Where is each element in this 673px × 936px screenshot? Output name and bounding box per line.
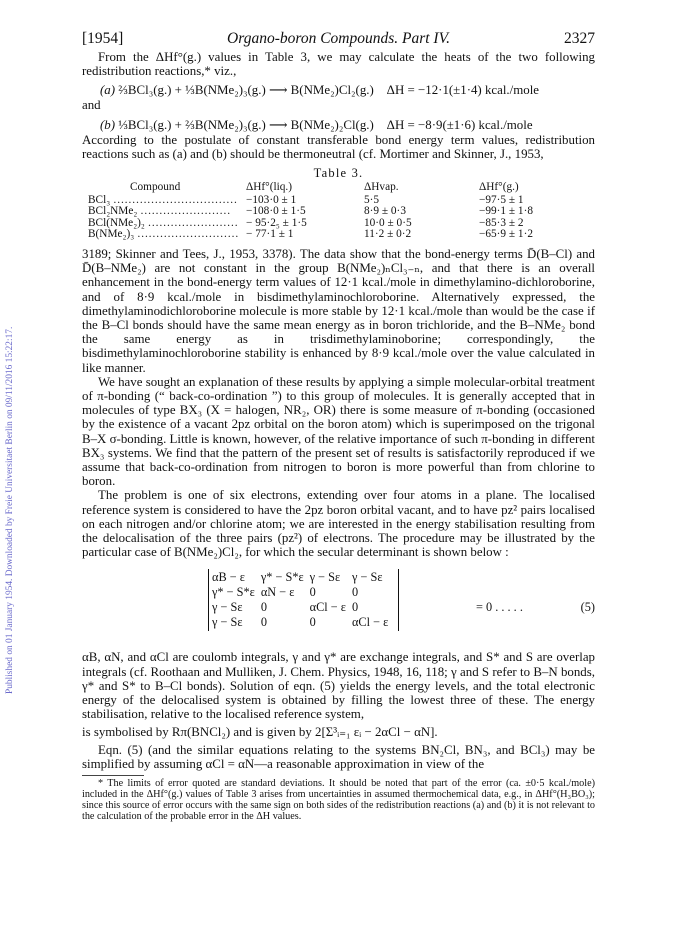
journal-year: [1954] — [82, 30, 124, 47]
reaction-b — [100, 118, 595, 133]
and-connector: and — [82, 98, 101, 113]
secular-determinant — [208, 569, 399, 631]
determinant-row — [212, 600, 394, 615]
reaction-a-equation: ⅔BCl₃(g.) + ⅓B(NMe₂)₃(g.) ⟶ B(NMe₂)Cl₂(g.) — [118, 83, 374, 98]
determinant-cell: αCl − ε — [309, 600, 346, 615]
explanation-paragraph: We have sought an explanation of these results by applying a simple molecular-orbital treatment of π-bonding (“ back-co-ordination ”) to this group of molecules. It is generally accepted that in molecules of type BX₃ (X = halogen, NR₂, OR) there is some measure of π-bonding (occasioned by the existence of a vacant 2pz orbital on the boron atom) which is superimposed on the trigonal B–X σ-bonding. Little is known, however, of the relative importance of such π-bonding in different BX₃ systems. We find that the pattern of the present set of results is satisfactorily reproduced if we assume that back-co-ordination from nitrogen to boron is more powerful than from chlorine to boron. — [82, 374, 595, 489]
bond-energy-paragraph: 3189; Skinner and Tees, J., 1953, 3378). The data show that the bond-energy terms D̄(B–Cl) and D̄(B–NMe₂) are not constant in the group B(NMe₂)ₙCl₃₋ₙ, and that there is an overall enhancement in the bond-energy term values of 12·1 kcal./mole in dimethylamino-dichloroborine, and of 8·9 kcal./mole in bisdimethylaminochloroborine. Alternatively expressed, the dimethylaminodichloroborine molecule is more stable by 12·1 kcal./mole than would be the case if the B–Cl bonds should have the same mean energy as in boron trichloride, and the B–NMe₂ bond the same energy as in trisdimethylaminoborine; correspondingly, the bisdimethylaminochloroborine stability is enhanced by 8·9 kcal./mole over the value calculated in like manner. — [82, 246, 595, 375]
reaction-a-delta-h: ΔH = −12·1(±1·4) kcal./mole — [386, 83, 539, 98]
determinant-cell: 0 — [351, 585, 359, 600]
table-cell-compound: BCl₃ …………………………… — [88, 193, 238, 206]
table-cell: − 95·2₅ ± 1·5 — [246, 216, 307, 229]
secular-determinant-block — [82, 569, 595, 647]
integrals-paragraph: αB, αN, and αCl are coulomb integrals, γ and γ* are exchange integrals, and S* and S are overlap integrals (cf. Roothaan and Mulliken, J. Chem. Physics, 1948, 16, 118; γ and S refer to B–N bonds, γ* and S* to B–Cl bonds). Solution of eqn. (5) yields the energy levels, and the total electronic energy of the delocalised system is obtained by filling the lowest three of these. The energy stabilisation, relative to the localised reference system, — [82, 650, 595, 722]
determinant-cell: αB − ε — [212, 570, 245, 585]
table-cell: 11·2 ± 0·2 — [364, 228, 412, 241]
table-cell: −108·0 ± 1·5 — [246, 205, 306, 218]
table-cell: 10·0 ± 0·5 — [364, 216, 412, 229]
footnote: * The limits of error quoted are standard deviations. It should be noted that part of the error (ca. ±0·5 kcal./mole) included in the ΔHf°(g.) values of Table 3 arises from uncertainties in assumed thermochemical data, e.g., in ΔHf°(H₃BO₃); since this source of error occurs with the same sign on both sides of the redistribution reactions (a) and (b) it is not relevant to the calculation of the probable error in the ΔH values. — [82, 778, 595, 823]
table-cell: −97·5 ± 1 — [479, 193, 524, 206]
determinant-equals-zero: = 0 . . . . . — [476, 600, 523, 615]
footnote-rule — [82, 775, 144, 776]
determinant-cell: 0 — [309, 585, 316, 600]
table-cell: −85·3 ± 2 — [479, 216, 524, 229]
table-caption: Table 3. — [313, 166, 364, 181]
table-cell: − 77·1 ± 1 — [246, 228, 294, 241]
determinant-cell: γ* − S*ε — [212, 585, 255, 600]
table-cell: 8·9 ± 0·3 — [364, 205, 406, 218]
running-header — [82, 30, 595, 50]
determinant-row — [212, 585, 394, 600]
determinant-row — [212, 570, 394, 585]
table-header-cell: Compound — [130, 181, 181, 194]
table-cell: 5·5 — [364, 193, 380, 206]
symbolised-paragraph: is symbolised by Rπ(BNCl₂) and is given by 2[Σ³ᵢ₌₁ εᵢ − 2αCl − αN]. — [82, 725, 438, 740]
equation-number: (5) — [580, 600, 595, 615]
determinant-row — [212, 615, 394, 630]
thermochemical-table — [82, 182, 595, 241]
table-cell: −99·1 ± 1·8 — [479, 205, 533, 218]
determinant-cell: γ − Sε — [309, 570, 341, 585]
download-notice: Published on 01 January 1954. Downloaded by Freie Universitaet Berlin on 09/11/2016 15:22:17. — [5, 326, 15, 694]
table-cell-compound: BCl(NMe₂)₂ …………………… — [88, 216, 239, 229]
reaction-b-equation: ⅓BCl₃(g.) + ⅔B(NMe₂)₃(g.) ⟶ B(NMe₂)₂Cl(g.) — [118, 117, 374, 132]
table-cell-compound: BCl₂NMe₂ …………………… — [88, 205, 231, 218]
table-cell-compound: B(NMe₂)₃ ……………………… — [88, 228, 239, 241]
problem-paragraph: The problem is one of six electrons, extending over four atoms in a plane. The localised reference system is considered to have the 2pz boron orbital vacant, and to have pz² pairs localised on each nitrogen and/or chlorine atom; we are interested in the energy stabilisation resulting from the delocalisation of the three pairs (pz²) of electrons. The procedure may be illustrated by the particular case of B(NMe₂)Cl₂, for which the secular determinant is shown below : — [82, 488, 595, 560]
paper-page — [82, 30, 595, 822]
reaction-a-label: (a) — [100, 83, 116, 98]
determinant-cell: γ* − S*ε — [260, 570, 304, 585]
determinant-cell: 0 — [260, 615, 267, 630]
eqn5-paragraph: Eqn. (5) (and the similar equations relating to the systems BN₂Cl, BN₃, and BCl₃) may be simplified by assuming αCl = αN—a reasonable approximation in view of the — [82, 742, 595, 771]
table-header-cell: ΔHf°(liq.) — [246, 181, 292, 194]
reaction-b-delta-h: ΔH = −8·9(±1·6) kcal./mole — [386, 117, 533, 132]
determinant-cell: 0 — [351, 600, 359, 615]
postulate-paragraph: According to the postulate of constant transferable bond energy term values, redistribution reactions such as (a) and (b) should be thermoneutral (cf. Mortimer and Skinner, J., 1953, — [82, 132, 595, 161]
table-header-row — [82, 182, 595, 195]
determinant-cell: 0 — [260, 600, 267, 615]
table-cell: −65·9 ± 1·2 — [479, 228, 533, 241]
intro-paragraph: From the ΔHf°(g.) values in Table 3, we may calculate the heats of the two following redistribution reactions,* viz., — [82, 50, 595, 79]
determinant-cell: αN − ε — [260, 585, 295, 600]
table-header-cell: ΔHf°(g.) — [479, 181, 519, 194]
determinant-cell: 0 — [309, 615, 316, 630]
determinant-cell: γ − Sε — [351, 570, 383, 585]
table-row — [82, 229, 595, 241]
determinant-cell: γ − Sε — [212, 615, 243, 630]
reaction-a — [100, 83, 595, 98]
reaction-b-label: (b) — [100, 117, 116, 132]
table-header-cell: ΔHvap. — [364, 181, 399, 194]
determinant-cell: γ − Sε — [212, 600, 243, 615]
determinant-cell: αCl − ε — [351, 615, 389, 630]
running-title: Organo-boron Compounds. Part IV. — [227, 30, 450, 47]
page-number: 2327 — [564, 30, 595, 47]
table-cell: −103·0 ± 1 — [246, 193, 297, 206]
